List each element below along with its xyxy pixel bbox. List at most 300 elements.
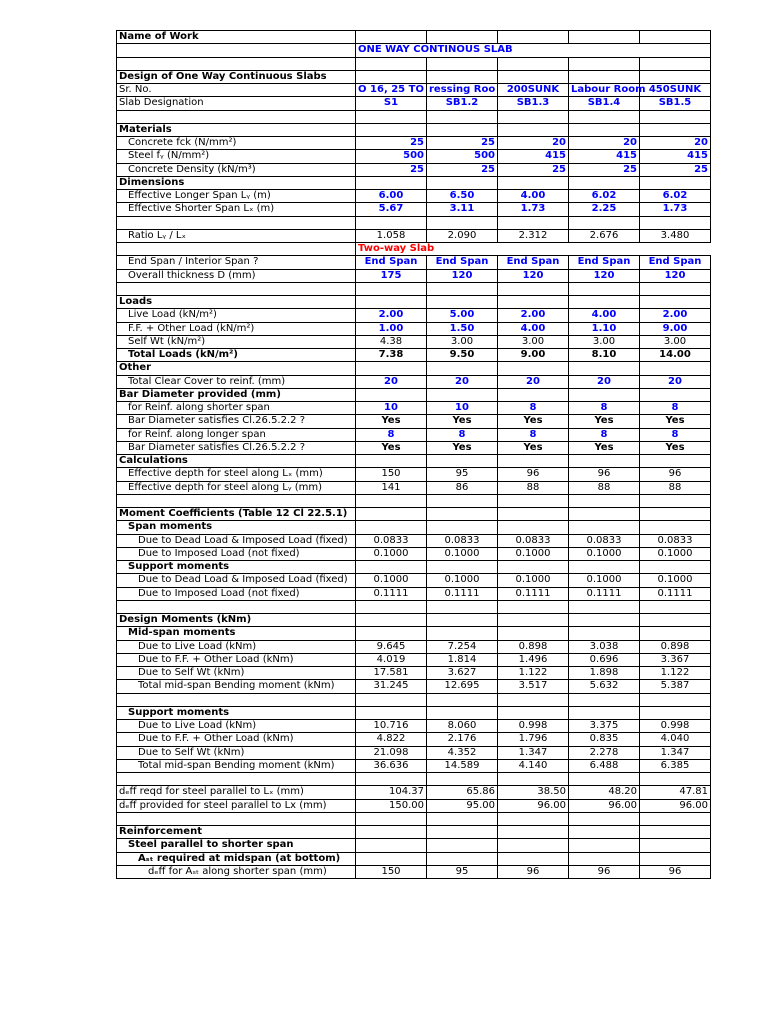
value-cell[interactable] [569, 388, 640, 401]
value-cell[interactable] [356, 852, 427, 865]
value-cell[interactable] [498, 852, 569, 865]
row-label[interactable]: Ratio Lᵧ / Lₓ [117, 229, 356, 242]
value-cell[interactable] [640, 521, 711, 534]
value-cell[interactable] [356, 812, 427, 825]
value-cell[interactable]: 36.636 [356, 759, 427, 772]
row-label[interactable]: Support moments [117, 561, 356, 574]
value-cell[interactable] [427, 561, 498, 574]
value-cell[interactable]: 3.367 [640, 653, 711, 666]
value-cell[interactable]: 25 [427, 137, 498, 150]
row-label[interactable]: Dimensions [117, 176, 356, 189]
value-cell[interactable]: 95 [427, 468, 498, 481]
value-cell[interactable]: 95.00 [427, 799, 498, 812]
value-cell[interactable]: 0.0833 [640, 534, 711, 547]
row-label[interactable]: Support moments [117, 706, 356, 719]
value-cell[interactable]: 4.019 [356, 653, 427, 666]
value-cell[interactable] [569, 693, 640, 706]
value-cell[interactable]: 8 [427, 428, 498, 441]
value-cell[interactable]: 47.81 [640, 786, 711, 799]
value-cell[interactable]: 9.00 [498, 349, 569, 362]
value-cell[interactable]: 2.00 [640, 309, 711, 322]
value-cell[interactable] [427, 57, 498, 70]
row-label[interactable]: Mid-span moments [117, 627, 356, 640]
value-cell[interactable]: 14.589 [427, 759, 498, 772]
value-cell[interactable]: 1.058 [356, 229, 427, 242]
value-cell[interactable]: SB1.4 [569, 97, 640, 110]
value-cell[interactable] [569, 362, 640, 375]
value-cell[interactable] [356, 282, 427, 295]
row-label[interactable]: Due to Dead Load & Imposed Load (fixed) [117, 534, 356, 547]
value-cell[interactable] [356, 296, 427, 309]
value-cell[interactable] [356, 494, 427, 507]
value-cell[interactable]: 2.00 [356, 309, 427, 322]
value-cell[interactable] [569, 826, 640, 839]
value-cell[interactable]: 8 [640, 402, 711, 415]
row-label[interactable]: Due to Self Wt (kNm) [117, 746, 356, 759]
value-cell[interactable] [498, 70, 569, 83]
row-label[interactable]: dₑff for Aₛₜ along shorter span (mm) [117, 865, 356, 878]
row-label[interactable]: Due to Self Wt (kNm) [117, 667, 356, 680]
value-cell[interactable]: 0.696 [569, 653, 640, 666]
row-label[interactable]: Due to Dead Load & Imposed Load (fixed) [117, 574, 356, 587]
value-cell[interactable]: End Span [427, 256, 498, 269]
value-cell[interactable] [569, 70, 640, 83]
value-cell[interactable]: 4.822 [356, 733, 427, 746]
value-cell[interactable]: 104.37 [356, 786, 427, 799]
value-cell[interactable] [640, 706, 711, 719]
value-cell[interactable]: 12.695 [427, 680, 498, 693]
value-cell[interactable]: 86 [427, 481, 498, 494]
row-label[interactable]: Total Loads (kN/m²) [117, 349, 356, 362]
row-label[interactable]: End Span / Interior Span ? [117, 256, 356, 269]
value-cell[interactable]: 10 [427, 402, 498, 415]
value-cell[interactable]: 0.1000 [569, 547, 640, 560]
row-label[interactable]: Total mid-span Bending moment (kNm) [117, 759, 356, 772]
value-cell[interactable]: 3.00 [427, 335, 498, 348]
value-cell[interactable] [569, 455, 640, 468]
value-cell[interactable]: 96 [569, 468, 640, 481]
value-cell[interactable] [427, 826, 498, 839]
value-cell[interactable]: 4.140 [498, 759, 569, 772]
row-label[interactable]: Other [117, 362, 356, 375]
row-label[interactable]: Concrete Density (kN/m³) [117, 163, 356, 176]
value-cell[interactable]: Yes [356, 415, 427, 428]
row-label[interactable]: dₑff reqd for steel parallel to Lₓ (mm) [117, 786, 356, 799]
value-cell[interactable]: 1.898 [569, 667, 640, 680]
value-cell[interactable] [640, 812, 711, 825]
value-cell[interactable]: 0.1000 [498, 574, 569, 587]
value-cell[interactable]: 6.50 [427, 190, 498, 203]
value-cell[interactable]: 96 [498, 468, 569, 481]
value-cell[interactable] [356, 508, 427, 521]
value-cell[interactable]: 3.038 [569, 640, 640, 653]
value-cell[interactable]: 4.00 [498, 190, 569, 203]
value-cell[interactable] [640, 627, 711, 640]
value-cell[interactable]: 8 [569, 402, 640, 415]
value-cell[interactable] [640, 31, 711, 44]
value-cell[interactable]: 7.38 [356, 349, 427, 362]
row-label[interactable]: Span moments [117, 521, 356, 534]
value-cell[interactable]: 120 [498, 269, 569, 282]
value-cell[interactable]: Yes [640, 415, 711, 428]
value-cell[interactable] [498, 110, 569, 123]
value-cell[interactable] [427, 110, 498, 123]
value-cell[interactable] [640, 70, 711, 83]
value-cell[interactable]: End Span [498, 256, 569, 269]
value-cell[interactable] [640, 508, 711, 521]
value-cell[interactable]: 1.122 [640, 667, 711, 680]
value-cell[interactable]: S1 [356, 97, 427, 110]
value-cell[interactable] [498, 494, 569, 507]
row-label[interactable]: Steel fᵧ (N/mm²) [117, 150, 356, 163]
value-cell[interactable]: 2.25 [569, 203, 640, 216]
value-cell[interactable] [427, 123, 498, 136]
value-cell[interactable]: 2.676 [569, 229, 640, 242]
value-cell[interactable]: 25 [569, 163, 640, 176]
value-cell[interactable] [427, 282, 498, 295]
value-cell[interactable] [356, 521, 427, 534]
value-cell[interactable] [569, 31, 640, 44]
value-cell[interactable]: 1.50 [427, 322, 498, 335]
row-label[interactable]: Due to F.F. + Other Load (kNm) [117, 653, 356, 666]
value-cell[interactable]: 0.1000 [356, 547, 427, 560]
value-cell[interactable] [498, 176, 569, 189]
value-cell[interactable]: SB1.2 [427, 97, 498, 110]
value-cell[interactable]: 415 [569, 150, 640, 163]
row-label[interactable]: Aₛₜ required at midspan (at bottom) [117, 852, 356, 865]
value-cell[interactable] [569, 494, 640, 507]
value-cell[interactable]: Yes [498, 441, 569, 454]
value-cell[interactable]: Yes [569, 441, 640, 454]
row-label[interactable]: Slab Designation [117, 97, 356, 110]
value-cell[interactable] [498, 812, 569, 825]
row-label[interactable]: Due to Live Load (kNm) [117, 640, 356, 653]
value-cell[interactable]: 3.627 [427, 667, 498, 680]
value-cell[interactable]: 3.517 [498, 680, 569, 693]
value-cell[interactable]: Yes [569, 415, 640, 428]
value-cell[interactable]: 150 [356, 468, 427, 481]
value-cell[interactable]: 0.0833 [569, 534, 640, 547]
value-cell[interactable] [427, 839, 498, 852]
row-label[interactable]: Calculations [117, 455, 356, 468]
value-cell[interactable] [640, 110, 711, 123]
value-cell[interactable]: 0.1000 [498, 547, 569, 560]
value-cell[interactable] [427, 852, 498, 865]
row-label[interactable]: Live Load (kN/m²) [117, 309, 356, 322]
row-label[interactable] [117, 243, 356, 256]
value-cell[interactable] [640, 600, 711, 613]
row-label[interactable]: Sr. No. [117, 84, 356, 97]
value-cell[interactable]: 0.1000 [427, 574, 498, 587]
value-cell[interactable]: SB1.5 [640, 97, 711, 110]
row-label[interactable]: dₑff provided for steel parallel to Lx (mm) [117, 799, 356, 812]
value-cell[interactable] [498, 508, 569, 521]
value-cell[interactable]: 25 [498, 163, 569, 176]
value-cell[interactable] [640, 852, 711, 865]
value-cell[interactable]: 0.1111 [356, 587, 427, 600]
value-cell[interactable] [569, 706, 640, 719]
value-cell[interactable] [498, 521, 569, 534]
value-cell[interactable] [427, 693, 498, 706]
value-cell[interactable]: SB1.3 [498, 97, 569, 110]
value-cell[interactable]: 1.796 [498, 733, 569, 746]
row-label[interactable]: Effective depth for steel along Lₓ (mm) [117, 468, 356, 481]
value-cell[interactable]: 96.00 [640, 799, 711, 812]
row-label[interactable]: for Reinf. along longer span [117, 428, 356, 441]
row-label[interactable]: Self Wt (kN/m²) [117, 335, 356, 348]
value-cell[interactable] [640, 494, 711, 507]
value-cell[interactable]: 500 [356, 150, 427, 163]
value-cell[interactable]: 1.814 [427, 653, 498, 666]
value-cell[interactable] [640, 388, 711, 401]
value-cell[interactable] [569, 627, 640, 640]
value-cell[interactable] [569, 508, 640, 521]
row-label[interactable] [117, 773, 356, 786]
value-cell[interactable]: 6.385 [640, 759, 711, 772]
value-cell[interactable]: 20 [640, 375, 711, 388]
value-cell[interactable] [427, 521, 498, 534]
value-cell[interactable] [498, 455, 569, 468]
value-cell[interactable] [498, 773, 569, 786]
value-cell[interactable]: 4.352 [427, 746, 498, 759]
value-cell[interactable]: 141 [356, 481, 427, 494]
value-cell[interactable] [498, 57, 569, 70]
value-cell[interactable]: 2.00 [498, 309, 569, 322]
row-label[interactable] [117, 57, 356, 70]
value-cell[interactable]: 95 [427, 865, 498, 878]
row-label[interactable]: for Reinf. along shorter span [117, 402, 356, 415]
row-label[interactable]: Loads [117, 296, 356, 309]
row-label[interactable] [117, 600, 356, 613]
value-cell[interactable]: 25 [356, 137, 427, 150]
value-cell[interactable]: Yes [498, 415, 569, 428]
value-cell[interactable] [356, 110, 427, 123]
value-cell[interactable]: 10 [356, 402, 427, 415]
value-cell[interactable]: 6.02 [569, 190, 640, 203]
value-cell[interactable] [498, 123, 569, 136]
value-cell[interactable] [356, 627, 427, 640]
value-cell[interactable] [498, 388, 569, 401]
row-label[interactable]: Concrete fck (N/mm²) [117, 137, 356, 150]
value-cell[interactable] [569, 812, 640, 825]
value-cell[interactable]: 0.0833 [498, 534, 569, 547]
value-cell[interactable]: 0.1111 [640, 587, 711, 600]
value-cell[interactable]: 25 [356, 163, 427, 176]
value-cell[interactable] [569, 614, 640, 627]
value-cell[interactable] [640, 614, 711, 627]
value-cell[interactable]: 8 [640, 428, 711, 441]
value-cell[interactable]: End Span [356, 256, 427, 269]
value-cell[interactable]: End Span [569, 256, 640, 269]
value-cell[interactable]: 20 [569, 137, 640, 150]
value-cell[interactable]: 2.278 [569, 746, 640, 759]
value-cell[interactable]: 20 [640, 137, 711, 150]
value-cell[interactable]: 0.835 [569, 733, 640, 746]
value-cell[interactable] [356, 614, 427, 627]
value-cell[interactable]: 415 [640, 150, 711, 163]
value-cell[interactable] [640, 176, 711, 189]
value-cell[interactable]: 17.581 [356, 667, 427, 680]
value-cell[interactable] [640, 216, 711, 229]
value-cell[interactable] [427, 614, 498, 627]
value-cell[interactable]: 1.10 [569, 322, 640, 335]
value-cell[interactable] [427, 600, 498, 613]
value-cell[interactable] [640, 839, 711, 852]
value-cell[interactable]: 4.00 [498, 322, 569, 335]
value-cell[interactable]: 6.488 [569, 759, 640, 772]
value-cell[interactable] [640, 773, 711, 786]
value-cell[interactable] [427, 773, 498, 786]
row-label[interactable]: Bar Diameter satisfies Cl.26.5.2.2 ? [117, 441, 356, 454]
value-cell[interactable] [427, 627, 498, 640]
value-cell[interactable] [569, 282, 640, 295]
value-cell[interactable]: Labour Room [569, 84, 640, 97]
value-cell[interactable]: 20 [498, 137, 569, 150]
value-cell[interactable] [356, 561, 427, 574]
value-cell[interactable] [356, 693, 427, 706]
value-cell[interactable] [498, 706, 569, 719]
value-cell[interactable]: 0.998 [640, 720, 711, 733]
value-cell[interactable]: 3.11 [427, 203, 498, 216]
value-cell[interactable]: 8 [356, 428, 427, 441]
value-cell[interactable]: 8 [569, 428, 640, 441]
value-cell[interactable]: 96.00 [498, 799, 569, 812]
row-label[interactable] [117, 110, 356, 123]
value-cell[interactable]: 0.1000 [640, 547, 711, 560]
value-cell[interactable] [356, 216, 427, 229]
row-label[interactable]: Effective depth for steel along Lᵧ (mm) [117, 481, 356, 494]
value-cell[interactable] [498, 826, 569, 839]
value-cell[interactable]: 3.480 [640, 229, 711, 242]
value-cell[interactable] [569, 216, 640, 229]
value-cell[interactable]: Yes [427, 441, 498, 454]
value-cell[interactable]: 14.00 [640, 349, 711, 362]
value-cell[interactable]: 2.312 [498, 229, 569, 242]
value-cell[interactable] [640, 362, 711, 375]
value-cell[interactable]: ressing Roo [427, 84, 498, 97]
value-cell[interactable] [356, 706, 427, 719]
value-cell[interactable] [498, 839, 569, 852]
value-cell[interactable] [569, 296, 640, 309]
value-cell[interactable]: 96 [569, 865, 640, 878]
value-cell[interactable]: 0.898 [640, 640, 711, 653]
value-cell[interactable]: 20 [356, 375, 427, 388]
value-cell[interactable] [569, 600, 640, 613]
value-cell[interactable]: 9.645 [356, 640, 427, 653]
value-cell[interactable]: 9.00 [640, 322, 711, 335]
row-label[interactable]: Total mid-span Bending moment (kNm) [117, 680, 356, 693]
value-cell[interactable] [498, 627, 569, 640]
value-cell[interactable]: 150.00 [356, 799, 427, 812]
value-cell[interactable] [356, 455, 427, 468]
value-cell[interactable]: 20 [569, 375, 640, 388]
value-cell[interactable] [640, 296, 711, 309]
value-cell[interactable] [569, 110, 640, 123]
value-cell[interactable]: Yes [640, 441, 711, 454]
row-label[interactable] [117, 812, 356, 825]
value-cell[interactable]: 120 [640, 269, 711, 282]
value-cell[interactable] [498, 614, 569, 627]
value-cell[interactable]: 5.67 [356, 203, 427, 216]
value-cell[interactable]: 4.040 [640, 733, 711, 746]
value-cell[interactable] [427, 70, 498, 83]
row-label[interactable]: Name of Work [117, 31, 356, 44]
value-cell[interactable]: 96.00 [569, 799, 640, 812]
value-cell[interactable] [498, 216, 569, 229]
row-label[interactable] [117, 216, 356, 229]
value-cell[interactable]: 8.060 [427, 720, 498, 733]
value-cell[interactable] [569, 176, 640, 189]
value-cell[interactable]: 31.245 [356, 680, 427, 693]
row-label[interactable]: Reinforcement [117, 826, 356, 839]
value-cell[interactable]: 1.347 [498, 746, 569, 759]
value-cell[interactable] [356, 362, 427, 375]
row-label[interactable]: Due to Imposed Load (not fixed) [117, 547, 356, 560]
value-cell[interactable] [427, 216, 498, 229]
row-label[interactable] [117, 693, 356, 706]
value-cell[interactable]: 10.716 [356, 720, 427, 733]
value-cell[interactable] [498, 600, 569, 613]
value-cell[interactable]: 96 [640, 865, 711, 878]
value-cell[interactable] [427, 812, 498, 825]
row-label[interactable]: Design Moments (kNm) [117, 614, 356, 627]
value-cell[interactable]: 450SUNK [640, 84, 711, 97]
value-cell[interactable]: 25 [427, 163, 498, 176]
value-cell[interactable] [498, 282, 569, 295]
value-cell[interactable] [427, 296, 498, 309]
value-cell[interactable]: 415 [498, 150, 569, 163]
value-cell[interactable]: 1.00 [356, 322, 427, 335]
value-cell[interactable]: 4.00 [569, 309, 640, 322]
value-cell[interactable] [427, 31, 498, 44]
value-cell[interactable]: 0.1111 [427, 587, 498, 600]
value-cell[interactable]: 7.254 [427, 640, 498, 653]
value-cell[interactable]: 38.50 [498, 786, 569, 799]
value-cell[interactable]: 0.0833 [356, 534, 427, 547]
value-cell[interactable]: 3.00 [640, 335, 711, 348]
value-cell[interactable] [569, 57, 640, 70]
value-cell[interactable]: 5.632 [569, 680, 640, 693]
value-cell[interactable]: Yes [356, 441, 427, 454]
value-cell[interactable] [427, 508, 498, 521]
value-cell[interactable]: 20 [427, 375, 498, 388]
value-cell[interactable]: 500 [427, 150, 498, 163]
value-cell[interactable] [640, 57, 711, 70]
value-cell[interactable]: 21.098 [356, 746, 427, 759]
value-cell[interactable]: 0.0833 [427, 534, 498, 547]
value-cell[interactable]: 6.00 [356, 190, 427, 203]
value-cell[interactable] [569, 561, 640, 574]
value-cell[interactable]: 5.387 [640, 680, 711, 693]
row-label[interactable]: Due to Live Load (kNm) [117, 720, 356, 733]
value-cell[interactable]: O 16, 25 TO [356, 84, 427, 97]
value-cell[interactable] [569, 521, 640, 534]
value-cell[interactable] [569, 852, 640, 865]
value-cell[interactable]: 120 [427, 269, 498, 282]
value-cell[interactable]: 9.50 [427, 349, 498, 362]
value-cell[interactable]: 0.1111 [569, 587, 640, 600]
value-cell[interactable]: 3.00 [498, 335, 569, 348]
value-cell[interactable] [427, 388, 498, 401]
value-cell[interactable] [640, 561, 711, 574]
value-cell[interactable]: 1.347 [640, 746, 711, 759]
value-cell[interactable] [498, 362, 569, 375]
row-label[interactable]: F.F. + Other Load (kN/m²) [117, 322, 356, 335]
value-cell[interactable] [427, 362, 498, 375]
value-cell[interactable] [356, 123, 427, 136]
value-cell[interactable]: 1.496 [498, 653, 569, 666]
value-cell[interactable]: 150 [356, 865, 427, 878]
